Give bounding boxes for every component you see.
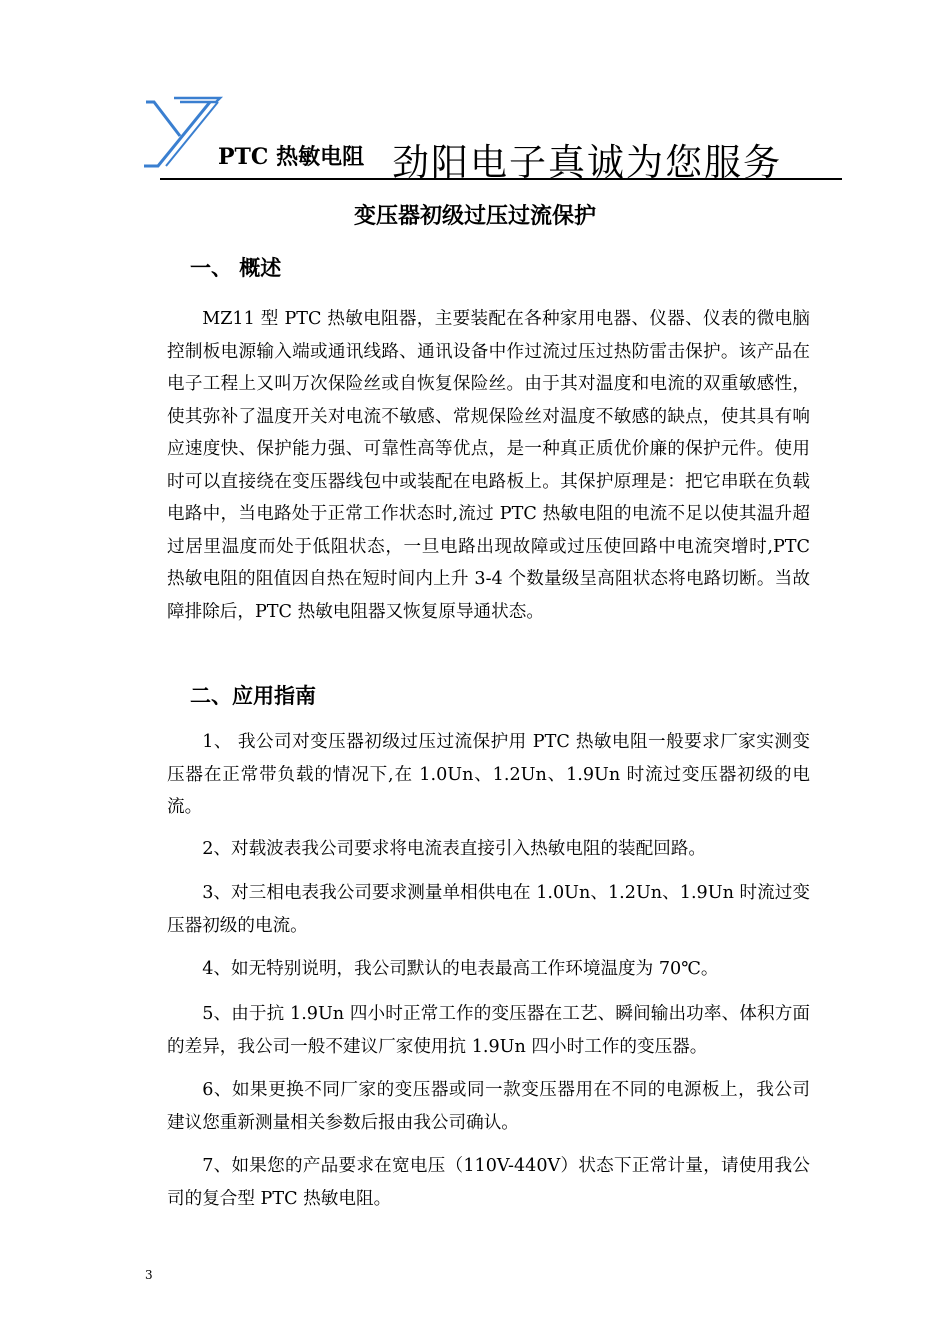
guide-item: 3、对三相电表我公司要求测量单相供电在 1.0Un、1.2Un、1.9Un 时流过变压器初级的电流。 xyxy=(167,883,810,936)
overview-paragraph: MZ11 型 PTC 热敏电阻器，主要装配在各种家用电器、仪器、仪表的微电脑控制板电源输入端或通讯线路、通讯设备中作过流过压过热防雷击保护。该产品在电子工程上又叫万次保险丝或自恢复保险丝。由于其对温度和电流的双重敏感性，使其弥补了温度开关对电流不敏感、常规保险丝对温度不敏感的缺点，使其具有响应速度快、保护能力强、可靠性高等优点，是一种真正质优价廉的保护元件。使用时可以直接绕在变压器线包中或装配在电路板上。其保护原理是：把它串联在负载电路中，当电路处于正常工作状态时,流过 PTC 热敏电阻的电流不足以使其温升超过居里温度而处于低阻状态，一旦电路出现故障或过压使回路中电流突增时,PTC 热敏电阻的阻值因自热在短时间内上升 3-4 个数量级呈高阻状态将电路切断。当故障排除后，PTC 热敏电阻器又恢复原导通状态。 xyxy=(167,309,810,622)
section-heading-guide: 二、应用指南 xyxy=(190,683,316,708)
brand-text: PTC 热敏电阻 xyxy=(218,144,365,170)
section-heading-overview: 一、 概述 xyxy=(190,255,282,280)
company-slogan: 劲阳电子真诚为您服务 xyxy=(392,141,782,184)
page-number: 3 xyxy=(145,1268,153,1282)
guide-item: 5、由于抗 1.9Un 四小时正常工作的变压器在工艺、瞬间输出功率、体积方面的差异，我公司一般不建议厂家使用抗 1.9Un 四小时工作的变压器。 xyxy=(167,1004,810,1057)
guide-item: 6、如果更换不同厂家的变压器或同一款变压器用在不同的电源板上，我公司建议您重新测量相关参数后报由我公司确认。 xyxy=(167,1080,810,1133)
company-logo xyxy=(140,96,224,172)
guide-item: 2、对载波表我公司要求将电流表直接引入热敏电阻的装配回路。 xyxy=(202,839,707,859)
guide-item: 1、 我公司对变压器初级过压过流保护用 PTC 热敏电阻一般要求厂家实测变压器在正常带负载的情况下,在 1.0Un、1.2Un、1.9Un 时流过变压器初级的电流。 xyxy=(167,732,810,817)
header-rule xyxy=(160,178,842,180)
document-title: 变压器初级过压过流保护 xyxy=(353,203,596,229)
guide-item: 4、如无特别说明，我公司默认的电表最高工作环境温度为 70℃。 xyxy=(202,959,719,979)
guide-item: 7、如果您的产品要求在宽电压（110V-440V）状态下正常计量，请使用我公司的复合型 PTC 热敏电阻。 xyxy=(167,1156,810,1209)
